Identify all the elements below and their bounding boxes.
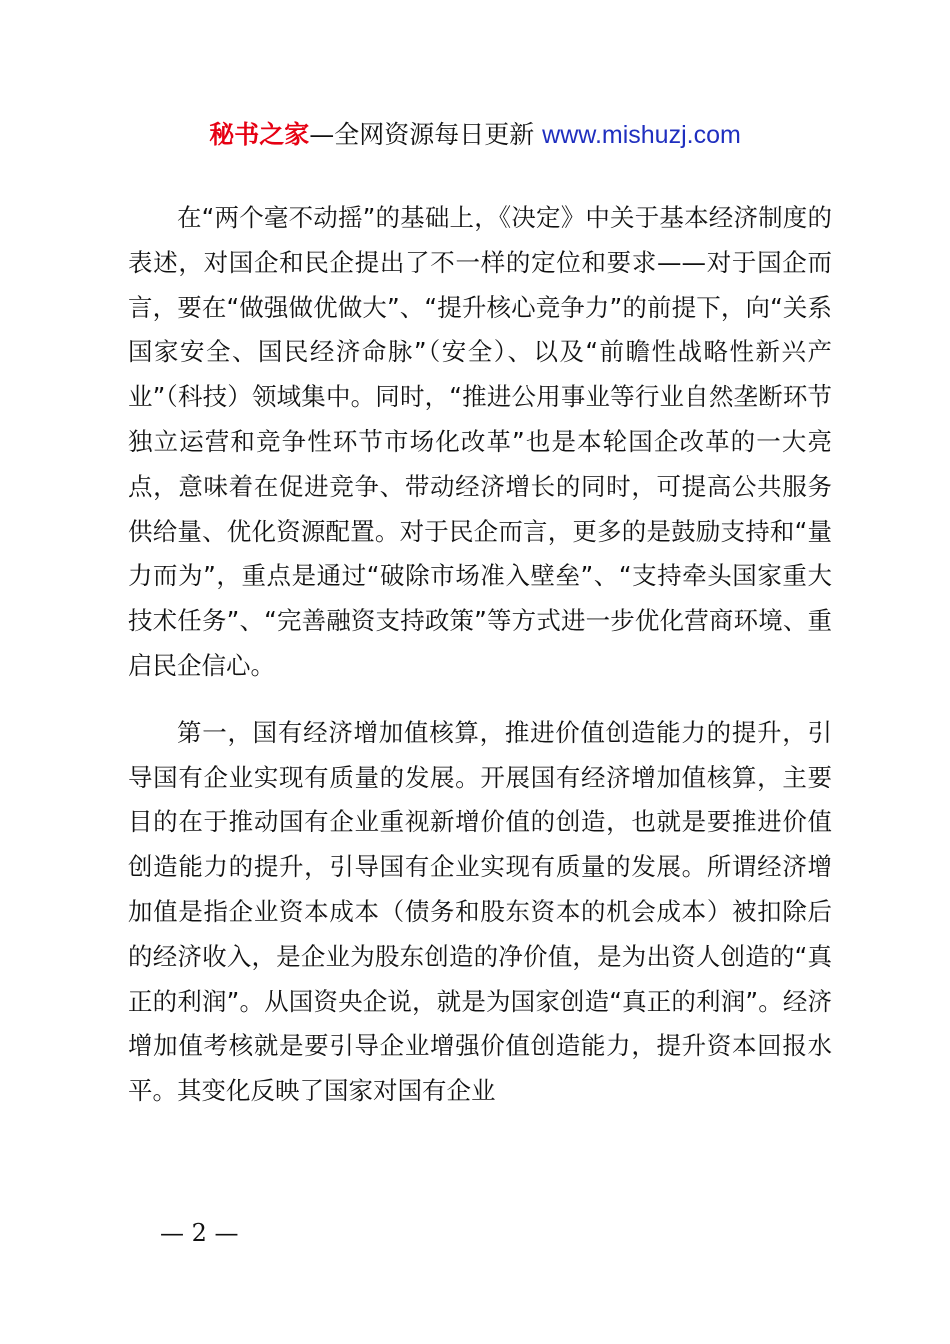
brand-name: 秘书之家	[209, 120, 310, 149]
site-url-link[interactable]: www.mishuzj.com	[542, 121, 741, 149]
body-paragraph-2: 第一，国有经济增加值核算，推进价值创造能力的提升，引导国有企业实现有质量的发展。开展国有经济增加值核算，主要目的在于推动国有企业重视新增价值的创造，也就是要推进价值创造能力的提升，引导国有企业实现有质量的发展。所谓经济增加值是指企业资本成本（债务和股东资本的机会成本）被扣除后的经济收入，是企业为股东创造的净价值，是为出资人创造的“真正的利润”。从国资央企说，就是为国家创造“真正的利润”。经济增加值考核就是要引导企业增强价值创造能力，提升资本回报水平。其变化反映了国家对国有企业	[128, 717, 832, 1106]
body-paragraph-1: 在“两个毫不动摇”的基础上，《决定》中关于基本经济制度的表述，对国企和民企提出了不一样的定位和要求——对于国企而言，要在“做强做优做大”、“提升核心竞争力”的前提下，向“关系国家安全、国民经济命脉”（安全）、以及“前瞻性战略性新兴产业”（科技）领域集中。同时，“推进公用事业等行业自然垄断环节独立运营和竞争性环节市场化改革”也是本轮国企改革的一大亮点，意味着在促进竞争、带动经济增长的同时，可提高公共服务供给量、优化资源配置。对于民企而言，更多的是鼓励支持和“量力而为”，重点是通过“破除市场准入壁垒”、“支持牵头国家重大技术任务”、“完善融资支持政策”等方式进一步优化营商环境、重启民企信心。	[128, 203, 832, 680]
page-number: — 2 —	[160, 1219, 239, 1247]
site-header	[0, 118, 950, 152]
header-tagline: —全网资源每日更新	[309, 120, 543, 149]
document-body	[128, 196, 832, 1136]
